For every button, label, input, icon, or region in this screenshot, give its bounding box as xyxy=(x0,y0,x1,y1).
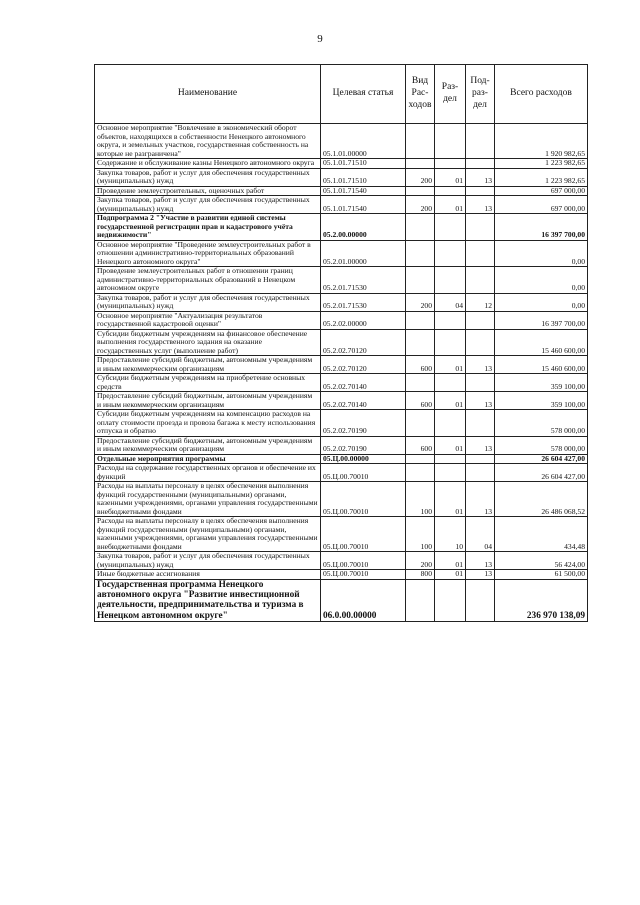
row-section xyxy=(435,464,466,482)
row-target: 05.2.02.70120 xyxy=(321,329,406,356)
row-name: Подпрограмма 2 "Участие в развитии единой системы государственной регистрации прав и кадастрового учёта недвижимости" xyxy=(95,214,321,241)
row-type xyxy=(406,410,435,437)
row-target: 05.1.01.71540 xyxy=(321,186,406,196)
row-target: 05.1.01.71510 xyxy=(321,168,406,186)
row-name: Иные бюджетные ассигнования xyxy=(95,570,321,580)
row-subsection xyxy=(466,410,495,437)
table-row xyxy=(95,570,588,580)
row-section xyxy=(435,410,466,437)
table-row xyxy=(95,124,588,159)
row-target: 05.2.02.70140 xyxy=(321,392,406,410)
row-subsection xyxy=(466,159,495,169)
row-subsection: 13 xyxy=(466,436,495,454)
row-subsection xyxy=(466,267,495,294)
row-target: 05.Ц.00.70010 xyxy=(321,482,406,517)
row-total: 16 397 700,00 xyxy=(495,311,588,329)
row-subsection: 13 xyxy=(466,168,495,186)
row-section xyxy=(435,579,466,622)
row-total: 56 424,00 xyxy=(495,552,588,570)
row-target: 05.2.01.71530 xyxy=(321,267,406,294)
row-total: 1 223 982,65 xyxy=(495,159,588,169)
row-type: 100 xyxy=(406,517,435,552)
row-total: 0,00 xyxy=(495,267,588,294)
row-section: 01 xyxy=(435,392,466,410)
table-row xyxy=(95,159,588,169)
row-total: 236 970 138,09 xyxy=(495,579,588,622)
row-target: 05.Ц.00.00000 xyxy=(321,454,406,464)
row-type: 200 xyxy=(406,168,435,186)
row-target: 05.Ц.00.70010 xyxy=(321,464,406,482)
row-name: Основное мероприятие "Проведение землеустроительных работ в отношении административно-территориальных образований Ненецкого автономного округа" xyxy=(95,240,321,267)
table-row xyxy=(95,196,588,214)
row-target: 05.2.02.70190 xyxy=(321,410,406,437)
row-name: Субсидии бюджетным учреждениям на приобретение основных средств xyxy=(95,374,321,392)
row-type: 600 xyxy=(406,436,435,454)
header-total: Всего расходов xyxy=(495,65,588,124)
row-type xyxy=(406,186,435,196)
table-row xyxy=(95,329,588,356)
table-row xyxy=(95,579,588,622)
row-type: 200 xyxy=(406,552,435,570)
table-body xyxy=(95,124,588,622)
row-section xyxy=(435,267,466,294)
row-section xyxy=(435,186,466,196)
header-type: Вид Рас- ходов xyxy=(406,65,435,124)
row-total: 1 920 982,65 xyxy=(495,124,588,159)
table-row xyxy=(95,436,588,454)
row-type xyxy=(406,464,435,482)
budget-table xyxy=(94,64,588,622)
table-row xyxy=(95,293,588,311)
table-row xyxy=(95,374,588,392)
row-section: 04 xyxy=(435,293,466,311)
row-section xyxy=(435,159,466,169)
row-subsection xyxy=(466,464,495,482)
row-target: 05.2.02.00000 xyxy=(321,311,406,329)
row-type xyxy=(406,374,435,392)
row-section xyxy=(435,374,466,392)
table-row xyxy=(95,356,588,374)
table-row xyxy=(95,517,588,552)
row-subsection: 13 xyxy=(466,482,495,517)
row-name: Субсидии бюджетным учреждениям на финансовое обеспечение выполнения государственного задания на оказание государственных услуг (выполнение работ) xyxy=(95,329,321,356)
row-name: Предоставление субсидий бюджетным, автономным учреждениям и иным некоммерческим организациям xyxy=(95,436,321,454)
row-target: 05.1.01.71510 xyxy=(321,159,406,169)
row-section xyxy=(435,454,466,464)
row-name: Расходы на выплаты персоналу в целях обеспечения выполнения функций государственными (муниципальными) органами, казенными учреждениями, органами управления государственными внебюджетными фондами xyxy=(95,482,321,517)
table-row xyxy=(95,392,588,410)
table-row xyxy=(95,186,588,196)
row-total: 697 000,00 xyxy=(495,196,588,214)
row-target: 06.0.00.00000 xyxy=(321,579,406,622)
row-total: 359 100,00 xyxy=(495,374,588,392)
row-target: 05.Ц.00.70010 xyxy=(321,517,406,552)
row-type: 800 xyxy=(406,570,435,580)
table-row xyxy=(95,168,588,186)
row-target: 05.Ц.00.70010 xyxy=(321,552,406,570)
row-subsection: 13 xyxy=(466,392,495,410)
row-name: Проведение землеустроительных, оценочных работ xyxy=(95,186,321,196)
row-type xyxy=(406,454,435,464)
row-subsection xyxy=(466,579,495,622)
table-row xyxy=(95,311,588,329)
row-target: 05.2.01.71530 xyxy=(321,293,406,311)
row-subsection xyxy=(466,214,495,241)
row-type: 600 xyxy=(406,392,435,410)
header-subsection: Под- раз- дел xyxy=(466,65,495,124)
row-section xyxy=(435,124,466,159)
table-row xyxy=(95,410,588,437)
row-section xyxy=(435,214,466,241)
row-section xyxy=(435,311,466,329)
row-target: 05.1.01.71540 xyxy=(321,196,406,214)
row-type xyxy=(406,159,435,169)
row-section xyxy=(435,240,466,267)
row-name: Предоставление субсидий бюджетным, автономным учреждениям и иным некоммерческим организациям xyxy=(95,356,321,374)
row-name: Закупка товаров, работ и услуг для обеспечения государственных (муниципальных) нужд xyxy=(95,552,321,570)
row-type: 200 xyxy=(406,196,435,214)
table-header-row xyxy=(95,65,588,124)
row-name: Предоставление субсидий бюджетным, автономным учреждениям и иным некоммерческим организациям xyxy=(95,392,321,410)
row-type: 200 xyxy=(406,293,435,311)
row-subsection: 12 xyxy=(466,293,495,311)
header-name: Наименование xyxy=(95,65,321,124)
row-total: 26 486 068,52 xyxy=(495,482,588,517)
row-subsection xyxy=(466,124,495,159)
row-total: 15 460 600,00 xyxy=(495,329,588,356)
table-row xyxy=(95,267,588,294)
row-total: 15 460 600,00 xyxy=(495,356,588,374)
row-total: 697 000,00 xyxy=(495,186,588,196)
row-name: Закупка товаров, работ и услуг для обеспечения государственных (муниципальных) нужд xyxy=(95,168,321,186)
table-row xyxy=(95,552,588,570)
row-name: Расходы на содержание государственных органов и обеспечение их функций xyxy=(95,464,321,482)
row-subsection: 13 xyxy=(466,356,495,374)
row-subsection xyxy=(466,311,495,329)
row-type xyxy=(406,124,435,159)
table-row xyxy=(95,454,588,464)
row-section: 01 xyxy=(435,482,466,517)
row-total: 0,00 xyxy=(495,293,588,311)
row-total: 434,48 xyxy=(495,517,588,552)
row-subsection xyxy=(466,240,495,267)
row-target: 05.Ц.00.70010 xyxy=(321,570,406,580)
row-type: 100 xyxy=(406,482,435,517)
row-type: 600 xyxy=(406,356,435,374)
row-total: 26 604 427,00 xyxy=(495,464,588,482)
row-type xyxy=(406,267,435,294)
row-target: 05.2.01.00000 xyxy=(321,240,406,267)
row-name: Субсидии бюджетным учреждениям на компенсацию расходов на оплату стоимости проезда и провоза багажа к месту использования отпуска и обратно xyxy=(95,410,321,437)
row-total: 26 604 427,00 xyxy=(495,454,588,464)
row-section xyxy=(435,329,466,356)
row-total: 1 223 982,65 xyxy=(495,168,588,186)
table-row xyxy=(95,214,588,241)
table-row xyxy=(95,482,588,517)
row-subsection xyxy=(466,329,495,356)
row-name: Расходы на выплаты персоналу в целях обеспечения выполнения функций государственными (муниципальными) органами, казенными учреждениями, органами управления государственными внебюджетными фондами xyxy=(95,517,321,552)
row-section: 01 xyxy=(435,570,466,580)
row-subsection xyxy=(466,374,495,392)
row-subsection: 04 xyxy=(466,517,495,552)
header-target: Целевая статья xyxy=(321,65,406,124)
row-name: Содержание и обслуживание казны Ненецкого автономного округа xyxy=(95,159,321,169)
row-type xyxy=(406,579,435,622)
row-name: Отдельные мероприятия программы xyxy=(95,454,321,464)
row-section: 01 xyxy=(435,356,466,374)
row-target: 05.2.00.00000 xyxy=(321,214,406,241)
row-section: 10 xyxy=(435,517,466,552)
row-total: 16 397 700,00 xyxy=(495,214,588,241)
row-section: 01 xyxy=(435,552,466,570)
row-name: Закупка товаров, работ и услуг для обеспечения государственных (муниципальных) нужд xyxy=(95,196,321,214)
row-name: Проведение землеустроительных работ в отношении границ административно-территориальных образований в Ненецком автономном округе xyxy=(95,267,321,294)
row-type xyxy=(406,329,435,356)
row-total: 0,00 xyxy=(495,240,588,267)
row-name: Основное мероприятие "Вовлечение в экономический оборот объектов, находящихся в собственности Ненецкого автономного округа, и земельных участков, государственная собственность на которые не разграничена" xyxy=(95,124,321,159)
row-total: 578 000,00 xyxy=(495,410,588,437)
row-target: 05.2.02.70120 xyxy=(321,356,406,374)
table-row xyxy=(95,240,588,267)
row-target: 05.2.02.70140 xyxy=(321,374,406,392)
row-type xyxy=(406,311,435,329)
table-row xyxy=(95,464,588,482)
row-target: 05.1.01.00000 xyxy=(321,124,406,159)
row-subsection: 13 xyxy=(466,196,495,214)
row-subsection xyxy=(466,454,495,464)
row-name: Закупка товаров, работ и услуг для обеспечения государственных (муниципальных) нужд xyxy=(95,293,321,311)
row-total: 578 000,00 xyxy=(495,436,588,454)
row-target: 05.2.02.70190 xyxy=(321,436,406,454)
header-section: Раз- дел xyxy=(435,65,466,124)
row-type xyxy=(406,240,435,267)
row-type xyxy=(406,214,435,241)
row-total: 359 100,00 xyxy=(495,392,588,410)
row-section: 01 xyxy=(435,196,466,214)
row-name: Государственная программа Ненецкого автономного округа "Развитие инвестиционной деятельности, предпринимательства и туризма в Ненецком автономном округе" xyxy=(95,579,321,622)
row-subsection: 13 xyxy=(466,552,495,570)
row-total: 61 500,00 xyxy=(495,570,588,580)
row-section: 01 xyxy=(435,436,466,454)
row-subsection xyxy=(466,186,495,196)
row-subsection: 13 xyxy=(466,570,495,580)
row-section: 01 xyxy=(435,168,466,186)
page-number: 9 xyxy=(317,33,323,45)
row-name: Основное мероприятие "Актуализация результатов государственной кадастровой оценки" xyxy=(95,311,321,329)
